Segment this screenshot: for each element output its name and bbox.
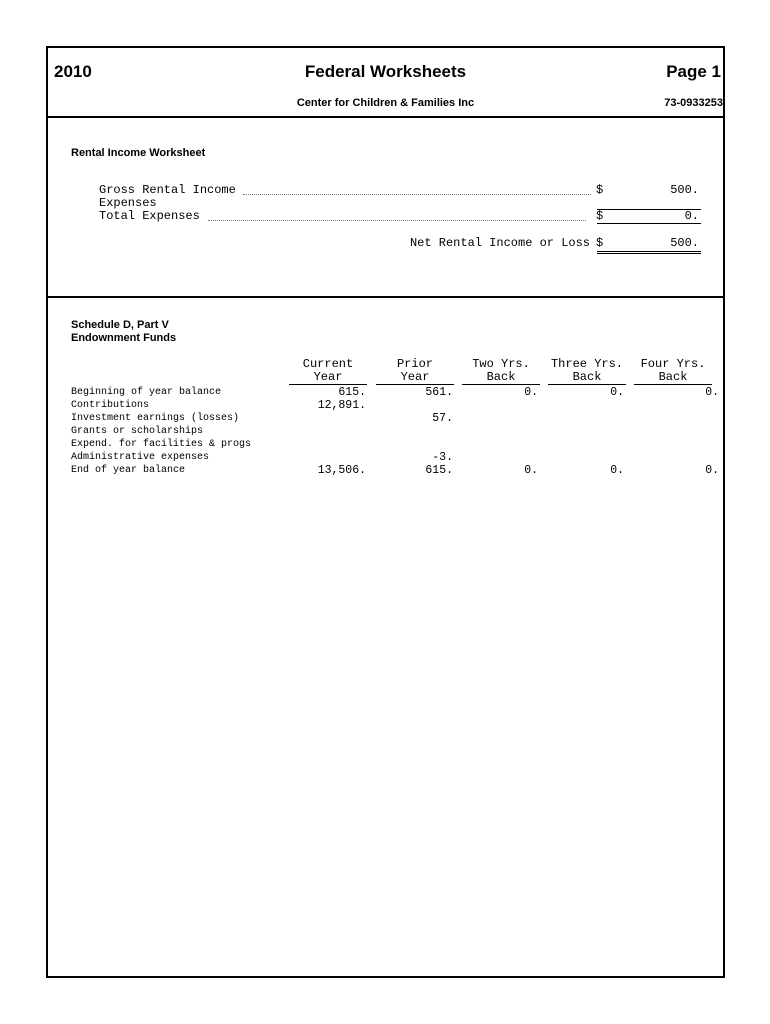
total-expenses-value: 0. [684,209,699,223]
row-value: 615. [338,386,366,399]
column-header-line1: Current [302,357,354,371]
column-header-line1: Four Yrs. [640,357,706,371]
row-label: Grants or scholarships [71,426,204,437]
row-value: -3. [432,451,453,464]
ein-number: 73-0933253 [664,97,723,109]
column-header [289,358,367,385]
row-label: Contributions [71,400,150,411]
endowment-heading-1: Schedule D, Part V [71,319,169,331]
expenses-label: Expenses [99,196,157,210]
net-rental-value: 500. [670,236,699,250]
column-header [634,358,712,385]
column-header [548,358,626,385]
gross-leader [243,194,591,195]
row-value: 561. [425,386,453,399]
organization-name: Center for Children & Families Inc [296,97,475,109]
column-header [376,358,454,385]
column-header-line2: Back [462,371,540,385]
row-value: 12,891. [317,399,366,412]
row-value: 0. [705,386,719,399]
column-header-line1: Three Yrs. [550,357,623,371]
row-label: Investment earnings (losses) [71,413,240,424]
row-label: Beginning of year balance [71,387,222,398]
row-value: 57. [432,412,453,425]
row-value: 0. [610,464,624,477]
column-header-line2: Back [548,371,626,385]
endowment-heading-2: Endownment Funds [71,332,177,344]
column-header-line1: Two Yrs. [472,357,530,371]
total-dollar-sign: $ [596,209,604,223]
rental-income-section [48,116,723,298]
net-rental-label: Net Rental Income or Loss [409,236,590,250]
row-value: 0. [610,386,624,399]
column-header-line1: Prior [396,357,433,371]
row-value: 13,506. [317,464,366,477]
worksheet-page [46,46,725,978]
gross-rental-value: 500. [670,183,699,197]
column-header-line2: Year [289,371,367,385]
net-dollar-sign: $ [596,236,604,250]
column-header [462,358,540,385]
row-value: 0. [705,464,719,477]
total-leader [208,220,586,221]
total-under-rule [597,223,701,224]
page-header [48,48,723,118]
net-double-rule-2 [597,253,701,254]
row-label: End of year balance [71,465,186,476]
page-number: Page 1 [666,62,721,81]
row-label: Administrative expenses [71,452,210,463]
column-header-line2: Year [376,371,454,385]
column-header-line2: Back [634,371,712,385]
row-label: Expend. for facilities & progs [71,439,252,450]
gross-dollar-sign: $ [596,183,604,197]
gross-rental-label: Gross Rental Income [99,183,236,197]
tax-year: 2010 [54,62,92,81]
row-value: 0. [524,464,538,477]
page-title: Federal Worksheets [304,62,467,81]
net-double-rule-1 [597,251,701,252]
endowment-section [48,298,723,976]
total-expenses-label: Total Expenses [99,209,200,223]
row-value: 615. [425,464,453,477]
rental-heading: Rental Income Worksheet [71,147,206,159]
row-value: 0. [524,386,538,399]
